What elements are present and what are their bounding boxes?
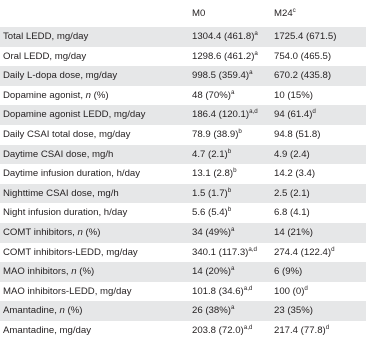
cell-m24: [274, 243, 335, 263]
row-label: [3, 164, 140, 184]
cell-m24: [274, 223, 313, 243]
row-label-text: Daily L-dopa dose, mg/day: [3, 70, 118, 82]
cell-m0-footnote: a,d: [248, 245, 257, 253]
header-col-m0: M0: [192, 8, 206, 19]
cell-m0: [192, 47, 258, 67]
row-label: [3, 125, 130, 145]
row-label-text: Amantadine, mg/day: [3, 324, 91, 336]
cell-m24: [274, 66, 331, 86]
row-label-text: MAO inhibitors,: [3, 266, 72, 278]
row-label-text: Nighttime CSAI dose, mg/h: [3, 187, 119, 199]
row-label-text: Daytime CSAI dose, mg/h: [3, 148, 114, 160]
table-header-row: [0, 0, 366, 27]
cell-m0: [192, 184, 231, 204]
row-label-text: MAO inhibitors-LEDD, mg/day: [3, 285, 132, 297]
cell-m0: [192, 86, 234, 106]
cell-m24-value: 217.4 (77.8): [274, 324, 326, 336]
table-row: [0, 282, 366, 302]
table-row: [0, 184, 366, 204]
table-row: [0, 125, 366, 145]
cell-m24: [274, 301, 313, 321]
cell-m0-value: 26 (38%): [192, 305, 231, 317]
cell-m24: [274, 184, 310, 204]
cell-m0: [192, 125, 242, 145]
cell-m0: [192, 282, 252, 302]
cell-m0-footnote: a: [230, 225, 235, 233]
cell-m0-value: 186.4 (120.1): [192, 109, 250, 121]
row-label: [3, 105, 145, 125]
cell-m24-value: 14 (21%): [274, 226, 313, 238]
cell-m24: [274, 86, 313, 106]
row-label-text: COMT inhibitors,: [3, 226, 78, 238]
row-label-n: n: [71, 266, 77, 278]
cell-m0-value: 34 (49%): [192, 226, 231, 238]
cell-m0-footnote: a: [230, 88, 235, 96]
cell-m24-footnote: d: [304, 284, 308, 292]
cell-m24-footnote: d: [331, 245, 335, 253]
cell-m0: [192, 262, 234, 282]
row-label: [3, 262, 94, 282]
cell-m0-footnote: a,d: [249, 108, 258, 116]
table-row: [0, 145, 366, 165]
cell-m24-value: 14.2 (3.4): [274, 168, 316, 180]
row-label-text: Oral LEDD, mg/day: [3, 50, 87, 62]
cell-m0-footnote: a,d: [243, 284, 253, 292]
row-label-text: Night infusion duration, h/day: [3, 207, 128, 219]
table-row: [0, 262, 366, 282]
table-row: [0, 301, 366, 321]
cell-m24-value: 1725.4 (671.5): [274, 31, 337, 42]
row-label: [3, 282, 132, 302]
cell-m24: [274, 105, 316, 125]
row-label: [3, 47, 86, 67]
cell-m24-value: 6 (9%): [274, 266, 303, 278]
cell-m0-value: 1304.4 (461.8): [192, 31, 255, 42]
cell-m24: [274, 262, 302, 282]
row-label-text: Dopamine agonist,: [3, 89, 86, 101]
table-row: [0, 47, 366, 67]
cell-m0-value: 4.7 (2.1): [192, 148, 228, 160]
row-label-text: Total LEDD, mg/day: [3, 31, 89, 42]
cell-m24-value: 94.8 (51.8): [274, 128, 321, 140]
cell-m0: [192, 66, 253, 86]
cell-m0-footnote: a: [249, 69, 253, 77]
row-label-tail: (%): [76, 266, 95, 278]
cell-m24: [274, 321, 329, 341]
table-row: [0, 86, 366, 106]
header-col-m24-text: M24: [274, 8, 293, 19]
cell-m24-value: 274.4 (122.4): [274, 246, 332, 258]
cell-m24-value: 6.8 (4.1): [274, 207, 310, 219]
cell-m0-footnote: b: [227, 186, 232, 194]
cell-m0: [192, 164, 237, 184]
cell-m24: [274, 164, 315, 184]
cell-m0: [192, 27, 258, 47]
row-label-tail: (%): [82, 226, 101, 238]
cell-m24: [274, 203, 310, 223]
row-label: [3, 86, 109, 106]
row-label-text: Amantadine,: [3, 305, 60, 317]
cell-m0: [192, 301, 234, 321]
header-col-m24-footnote: c: [292, 7, 296, 14]
cell-m0-value: 1.5 (1.7): [192, 187, 228, 199]
cell-m24: [274, 145, 310, 165]
cell-m24-value: 670.2 (435.8): [274, 70, 332, 82]
cell-m0-footnote: a: [254, 30, 258, 37]
cell-m24-value: 754.0 (465.5): [274, 50, 332, 62]
cell-m0-value: 998.5 (359.4): [192, 70, 250, 82]
table-row: [0, 105, 366, 125]
table-row: [0, 164, 366, 184]
cell-m0: [192, 105, 258, 125]
cell-m24-value: 23 (35%): [274, 305, 313, 317]
cell-m24: [274, 47, 331, 67]
cell-m0-value: 203.8 (72.0): [192, 324, 244, 336]
row-label: [3, 321, 91, 341]
row-label-text: COMT inhibitors-LEDD, mg/day: [3, 246, 138, 258]
cell-m24-value: 94 (61.4): [274, 109, 313, 121]
table-row: [0, 203, 366, 223]
cell-m0: [192, 203, 231, 223]
row-label-n: n: [77, 226, 83, 238]
cell-m0-footnote: b: [227, 206, 232, 214]
cell-m0-value: 48 (70%): [192, 89, 231, 101]
row-label: [3, 203, 127, 223]
row-label-n: n: [59, 305, 65, 317]
cell-m0-footnote: a: [254, 49, 258, 57]
cell-m0-value: 14 (20%): [192, 266, 231, 278]
cell-m24-footnote: d: [312, 108, 316, 116]
cell-m0: [192, 223, 234, 243]
cell-m0-footnote: a,d: [243, 323, 253, 331]
cell-m0-value: 13.1 (2.8): [192, 168, 234, 180]
table-row: [0, 27, 366, 47]
cell-m0-value: 5.6 (5.4): [192, 207, 228, 219]
cell-m0-value: 101.8 (34.6): [192, 285, 244, 297]
cell-m24-value: 2.5 (2.1): [274, 187, 310, 199]
cell-m0-footnote: b: [238, 127, 242, 135]
cell-m0-value: 340.1 (117.3): [192, 246, 249, 258]
cell-m0-footnote: b: [227, 147, 232, 155]
row-label: [3, 145, 113, 165]
row-label: [3, 27, 88, 47]
row-label-tail: (%): [64, 305, 83, 317]
row-label-text: Daily CSAI total dose, mg/day: [3, 128, 131, 140]
cell-m24: [274, 282, 308, 302]
cell-m0-footnote: a: [230, 265, 235, 273]
row-label-text: Daytime infusion duration, h/day: [3, 168, 141, 180]
row-label: [3, 243, 138, 263]
cell-m0: [192, 145, 231, 165]
row-label-tail: (%): [91, 89, 109, 101]
cell-m24-value: 10 (15%): [274, 89, 313, 101]
cell-m0-footnote: b: [233, 167, 237, 175]
cell-m24: [274, 125, 320, 145]
cell-m0: [192, 321, 252, 341]
cell-m0-footnote: a: [230, 304, 235, 312]
cell-m0-value: 78.9 (38.9): [192, 128, 239, 140]
cell-m24-value: 4.9 (2.4): [274, 148, 310, 160]
cell-m0: [192, 243, 257, 263]
cell-m24-footnote: d: [325, 323, 330, 331]
row-label-n: n: [85, 89, 92, 101]
table-row: [0, 243, 366, 263]
row-label-text: Dopamine agonist LEDD, mg/day: [3, 109, 146, 121]
table-row: [0, 321, 366, 341]
cell-m24-value: 100 (0): [274, 285, 305, 297]
cell-m24: [274, 27, 336, 47]
row-label: [3, 223, 100, 243]
table-row: [0, 223, 366, 243]
row-label: [3, 301, 82, 321]
row-label: [3, 184, 119, 204]
row-label: [3, 66, 117, 86]
cell-m0-value: 1298.6 (461.2): [192, 50, 255, 62]
header-col-m24: [274, 0, 296, 27]
table-row: [0, 66, 366, 86]
table-body: [0, 27, 366, 341]
